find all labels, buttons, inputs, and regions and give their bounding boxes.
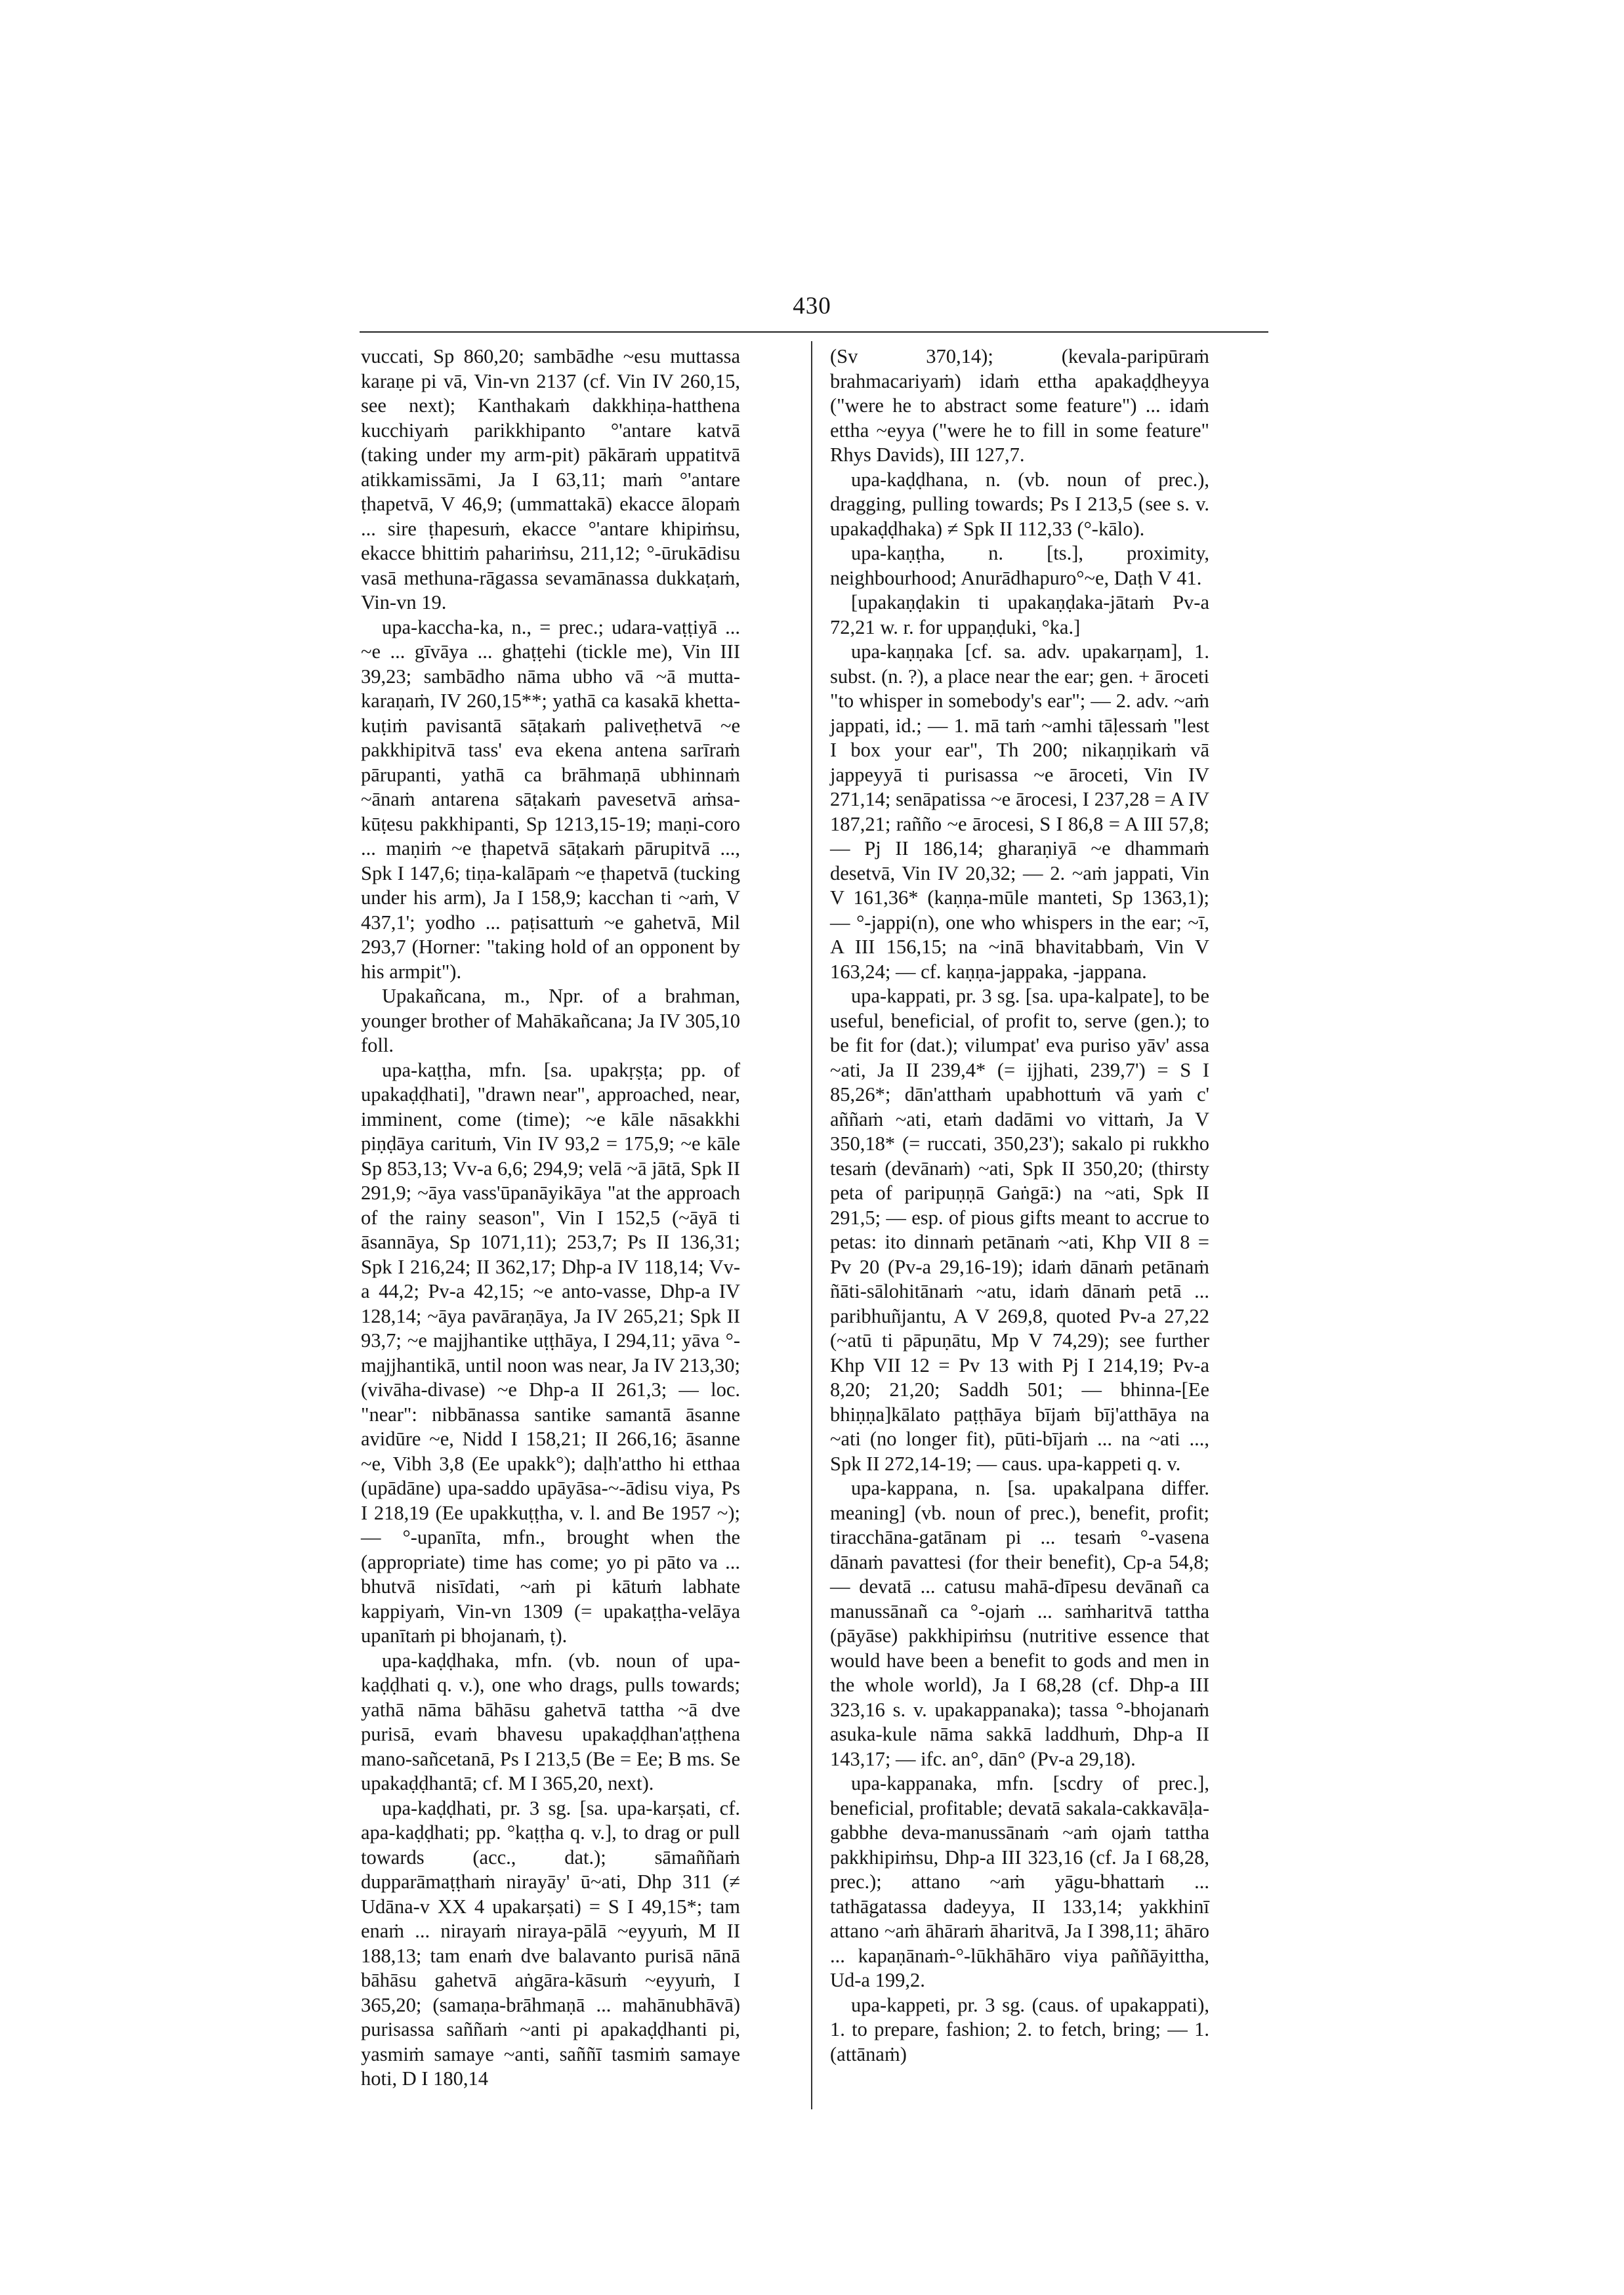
- dictionary-entry: Upakañcana, m., Npr. of a brahman, younger brother of Mahākañcana; Ja IV 305,10 foll.: [361, 985, 740, 1056]
- dictionary-entry: upa-kappati, pr. 3 sg. [sa. upa-kalpate], to be useful, beneficial, of profit to, serve (gen.); to be fit for (dat.); vilumpat' eva puriso yāv' assa ~ati, Ja II 239,4* (= ijjhati, 239,7') = S I 85,26*; dān'atthaṁ upabhottuṁ vā yaṁ c' aññaṁ ~ati, etaṁ dadāmi vo vittaṁ, Ja V 350,18* (= ruccati, 350,23'); sakalo pi rukkho tesaṁ (devānaṁ) ~ati, Spk II 350,20; (thirsty peta of paripuṇṇā Gaṅgā:) na ~ati, Spk II 291,5; — esp. of pious gifts meant to accrue to petas: ito dinnaṁ petānaṁ ~ati, Khp VII 8 = Pv 20 (Pv-a 29,16-19); idaṁ dānaṁ petānaṁ ñāti-sālohitānaṁ ~atu, idaṁ dānaṁ petā ... paribhuñjantu, A V 269,8, quoted Pv-a 27,22 (~atū ti pāpuṇātu, Mp V 74,29); see further Khp VII 12 = Pv 13 with Pj I 214,19; Pv-a 8,20; 21,20; Saddh 501; — bhinna-[Ee bhiṇṇa]kālato paṭṭhāya bījaṁ bīj'atthāya na ~ati (no longer fit), pūti-bījaṁ ... na ~ati ..., Spk II 272,14-19; — caus. upa-kappeti q. v.: [830, 985, 1209, 1475]
- dictionary-entry: vuccati, Sp 860,20; sambādhe ~esu muttassa karaṇe pi vā, Vin-vn 2137 (cf. Vin IV 260,15, see next); Kanthakaṁ dakkhiṇa-hatthena kucchiyaṁ parikkhipanto °'antare katvā (taking under my arm-pit) pākāraṁ uppatitvā atikkamissāmi, Ja I 63,11; maṁ °'antare ṭhapetvā, V 46,9; (ummattakā) ekacce ālopaṁ ... sire ṭhapesuṁ, ekacce °'antare khipiṁsu, ekacce bhittiṁ pahariṁsu, 211,12; °-ūrukādisu vasā methuna-rāgassa sevamānassa dukkaṭaṁ, Vin-vn 19.: [361, 345, 740, 613]
- dictionary-entry: upa-kaṭṭha, mfn. [sa. upakṛṣṭa; pp. of upakaḍḍhati], "drawn near", approached, near, imminent, come (time); ~e kāle nāsakkhi piṇḍāya carituṁ, Vin IV 93,2 = 175,9; ~e kāle Sp 853,13; Vv-a 6,6; 294,9; velā ~ā jātā, Spk II 291,9; ~āya vass'ūpanāyikāya "at the approach of the rainy season", Vin I 152,5 (~āyā ti āsannāya, Sp 1071,11); 253,7; Ps II 136,31; Spk I 216,24; II 362,17; Dhp-a IV 118,14; Vv-a 44,2; Pv-a 42,15; ~e anto-vasse, Dhp-a IV 128,14; ~āya pavāraṇāya, Ja IV 265,21; Spk II 93,7; ~e majjhantike uṭṭhāya, I 294,11; yāva °-majjhantikā, until noon was near, Ja IV 213,30; (vivāha-divase) ~e Dhp-a II 261,3; — loc. "near": nibbānassa santike samantā āsanne avidūre ~e, Nidd I 158,21; II 266,16; āsanne ~e, Vibh 3,8 (Ee upakk°); daḷh'attho hi etthaa (upādāne) upa-saddo upāyāsa-~-ādisu viya, Ps I 218,19 (Ee upakkuṭṭha, v. l. and Be 1957 ~); — °-upanīta, mfn., brought when the (appropriate) time has come; yo pi pāto va ... bhutvā nisīdati, ~aṁ pi kātuṁ labhate kappiyaṁ, Vin-vn 1309 (= upakaṭṭha-velāya upanītaṁ pi bhojanaṁ, ṭ).: [361, 1058, 740, 1647]
- dictionary-entry: upa-kaḍḍhana, n. (vb. noun of prec.), dragging, pulling towards; Ps I 213,5 (see s. v. upakaḍḍhaka) ≠ Spk II 112,33 (°-kālo).: [830, 468, 1209, 540]
- dictionary-entry: upa-kappana, n. [sa. upakalpana differ. meaning] (vb. noun of prec.), benefit, profit; tiracchāna-gatānam pi ... tesaṁ °-vasena dānaṁ pavattesi (for their benefit), Cp-a 54,8; — devatā ... catusu mahā-dīpesu devānañ ca manussānañ ca °-ojaṁ ... saṁharitvā tattha (pāyāse) pakkhipiṁsu (nutritive essence that would have been a benefit to gods and men in the whole world), Ja I 68,28 (cf. Dhp-a III 323,16 s. v. upakappanaka); tassa °-bhojanaṁ asuka-kule nāma sakkā laddhuṁ, Dhp-a II 143,17; — ifc. an°, dān° (Pv-a 29,18).: [830, 1477, 1209, 1770]
- dictionary-entry: upa-kaṇṇaka [cf. sa. adv. upakarṇam], 1. subst. (n. ?), a place near the ear; gen. + āroceti "to whisper in somebody's ear"; — 2. adv. ~aṁ jappati, id.; — 1. mā taṁ ~amhi tāḷessaṁ "lest I box your ear", Th 200; nikaṇṇikaṁ vā jappeyyā ti purisassa ~e āroceti, Vin IV 271,14; senāpatissa ~e ārocesi, I 237,28 = A IV 187,21; rañño ~e ārocesi, S I 86,8 = A III 57,8; — Pj II 186,14; gharaṇiyā ~e dhammaṁ desetvā, Vin IV 20,32; — 2. ~aṁ jappati, Vin V 161,36* (kaṇṇa-mūle manteti, Sp 1363,1); — °-jappi(n), one who whispers in the ear; ~ī, A III 156,15; na ~inā bhavitabbaṁ, Vin V 163,24; — cf. kaṇṇa-jappaka, -jappana.: [830, 640, 1209, 983]
- header-rule: [360, 331, 1268, 333]
- dictionary-entry: upa-kappeti, pr. 3 sg. (caus. of upakappati), 1. to prepare, fashion; 2. to fetch, bring; — 1. (attānaṁ): [830, 1993, 1209, 2065]
- dictionary-entry: upa-kaccha-ka, n., = prec.; udara-vaṭṭiyā ... ~e ... gīvāya ... ghaṭṭehi (tickle me), Vin III 39,23; sambādho nāma ubho vā ~ā mutta-karaṇaṁ, IV 260,15**; yathā ca kasakā khetta-kuṭiṁ pavisantā sāṭakaṁ paliveṭhetvā ~e pakkhipitvā tass' eva ekena antena sarīraṁ pārupanti, yathā ca brāhmaṇā ubhinnaṁ ~ānaṁ antarena sāṭakaṁ pavesetvā aṁsa-kūṭesu pakkhipanti, Sp 1213,15-19; maṇi-coro ... maṇiṁ ~e ṭhapetvā sāṭakaṁ pārupitvā ..., Spk I 147,6; tiṇa-kalāpaṁ ~e ṭhapetvā (tucking under his arm), Ja I 158,9; kacchan ti ~aṁ, V 437,1'; yodho ... paṭisattuṁ ~e gahetvā, Mil 293,7 (Horner: "taking hold of an opponent by his armpit").: [361, 615, 740, 983]
- dictionary-entry: upa-kappanaka, mfn. [scdry of prec.], beneficial, profitable; devatā sakala-cakkavāḷa-gabbhe deva-manussānaṁ ~aṁ ojaṁ tattha pakkhipiṁsu, Dhp-a III 323,16 (cf. Ja I 68,28, prec.); attano ~aṁ yāgu-bhattaṁ ... tathāgatassa dadeyya, II 133,14; yakkhinī attano ~aṁ āhāraṁ āharitvā, Ja I 398,11; āhāro ... kapaṇānaṁ-°-lūkhāhāro viya paññāyittha, Ud-a 199,2.: [830, 1772, 1209, 1991]
- dictionary-entry: [upakaṇḍakin ti upakaṇḍaka-jātaṁ Pv-a 72,21 w. r. for uppaṇḍuki, °ka.]: [830, 591, 1209, 638]
- dictionary-entry: upa-kaṇṭha, n. [ts.], proximity, neighbourhood; Anurādhapuro°~e, Daṭh V 41.: [830, 542, 1209, 589]
- left-column: [361, 344, 740, 2092]
- dictionary-entry: (Sv 370,14); (kevala-paripūraṁ brahmacariyaṁ) idaṁ ettha apakaḍḍheyya ("were he to abstract some feature") ... idaṁ ettha ~eyya ("were he to fill in some feature" Rhys Davids), III 127,7.: [830, 345, 1209, 466]
- dictionary-entry: upa-kaḍḍhati, pr. 3 sg. [sa. upa-karṣati, cf. apa-kaḍḍhati; pp. °kaṭṭha q. v.], to drag or pull towards (acc., dat.); sāmaññaṁ dupparāmaṭṭhaṁ nirayāy' ū~ati, Dhp 311 (≠ Udāna-v XX 4 upakarṣati) = S I 49,15*; tam enaṁ ... nirayaṁ niraya-pālā ~eyyuṁ, M II 188,13; tam enaṁ dve balavanto purisā nānā bāhāsu gahetvā aṅgāra-kāsuṁ ~eyyuṁ, I 365,20; (samaṇa-brāhmaṇā ... mahānubhāvā) purisassa saññaṁ ~anti pi apakaḍḍhanti pi, yasmiṁ samaye ~anti, saññī tasmiṁ samaye hoti, D I 180,14: [361, 1796, 740, 2090]
- right-column: [830, 344, 1209, 2067]
- column-divider: [811, 341, 812, 2109]
- page-number: 430: [793, 293, 831, 320]
- dictionary-entry: upa-kaḍḍhaka, mfn. (vb. noun of upa-kaḍḍhati q. v.), one who drags, pulls towards; yathā nāma bāhāsu gahetvā tattha ~ā dve purisā, evaṁ bhavesu upakaḍḍhan'aṭṭhena mano-sañcetanā, Ps I 213,5 (Be = Ee; B ms. Se upakaḍḍhantā; cf. M I 365,20, next).: [361, 1649, 740, 1794]
